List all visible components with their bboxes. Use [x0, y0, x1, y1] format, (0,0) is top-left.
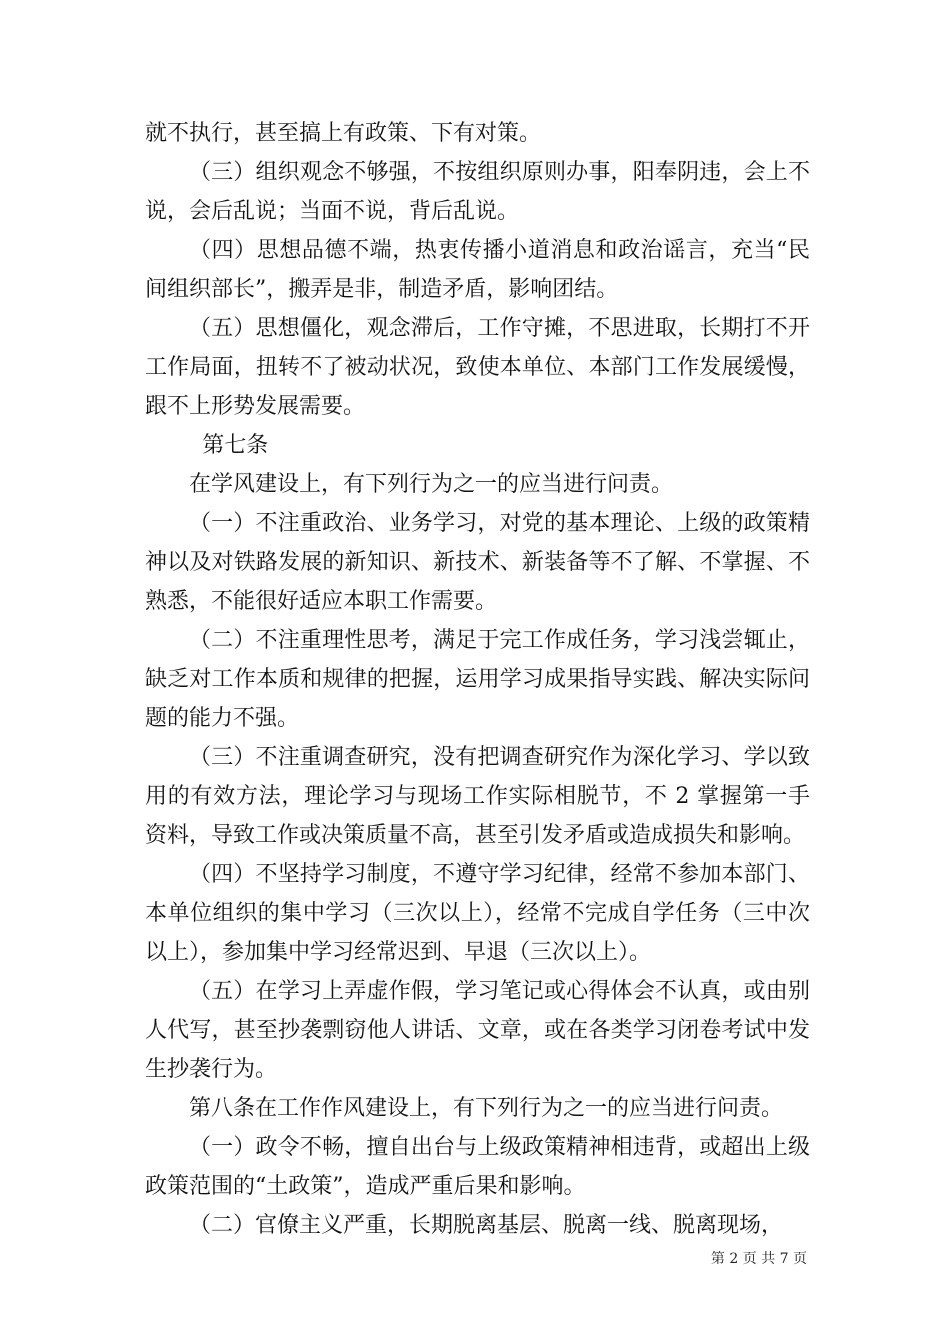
paragraph-continuation: 就不执行，甚至搞上有政策、下有对策。: [145, 121, 542, 146]
article-7-heading: 第七条: [202, 433, 269, 458]
paragraph-work-item-1: （一）政令不畅，擅自出台与上级政策精神相违背，或超出上级政策范围的“土政策”，造成严重后果和影响。: [145, 1135, 810, 1199]
paragraph-item-4-morality: （四）思想品德不端，热衷传播小道消息和政治谣言，充当“民间组织部长”，搬弄是非，制造矛盾，影响团结。: [145, 238, 810, 302]
paragraph-study-item-4: （四）不坚持学习制度，不遵守学习纪律，经常不参加本部门、本单位组织的集中学习（三次以上），经常不完成自学任务（三中次以上），参加集中学习经常迟到、早退（三次以上）。: [145, 862, 810, 965]
article-7-intro: 在学风建设上，有下列行为之一的应当进行问责。: [189, 472, 674, 497]
page-number-footer: 第 2 页 共 7 页: [710, 1251, 807, 1267]
paragraph-work-item-2: （二）官僚主义严重，长期脱离基层、脱离一线、脱离现场，: [189, 1213, 784, 1238]
article-8-heading: 第八条在工作作风建设上，有下列行为之一的应当进行问责。: [189, 1096, 784, 1121]
document-body: [145, 114, 810, 1245]
paragraph-study-item-5: （五）在学习上弄虚作假，学习笔记或心得体会不认真，或由别人代写，甚至抄袭剽窃他人讲话、文章，或在各类学习闭卷考试中发生抄袭行为。: [145, 979, 810, 1082]
paragraph-study-item-1: （一）不注重政治、业务学习，对党的基本理论、上级的政策精神以及对铁路发展的新知识、新技术、新装备等不了解、不掌握、不熟悉，不能很好适应本职工作需要。: [145, 511, 810, 614]
paragraph-study-item-3: （三）不注重调查研究，没有把调查研究作为深化学习、学以致用的有效方法，理论学习与现场工作实际相脱节，不 2 掌握第一手资料，导致工作或决策质量不高，甚至引发矛盾或造成损失和影响。: [145, 745, 810, 848]
paragraph-study-item-2: （二）不注重理性思考，满足于完工作成任务，学习浅尝辄止，缺乏对工作本质和规律的把握，运用学习成果指导实践、解决实际问题的能力不强。: [145, 628, 810, 731]
paragraph-item-5-rigid-thinking: （五）思想僵化，观念滞后，工作守摊，不思进取，长期打不开工作局面，扭转不了被动状况，致使本单位、本部门工作发展缓慢，跟不上形势发展需要。: [145, 316, 810, 419]
paragraph-item-3-organization: （三）组织观念不够强，不按组织原则办事，阳奉阴违，会上不说，会后乱说；当面不说，背后乱说。: [145, 160, 810, 224]
